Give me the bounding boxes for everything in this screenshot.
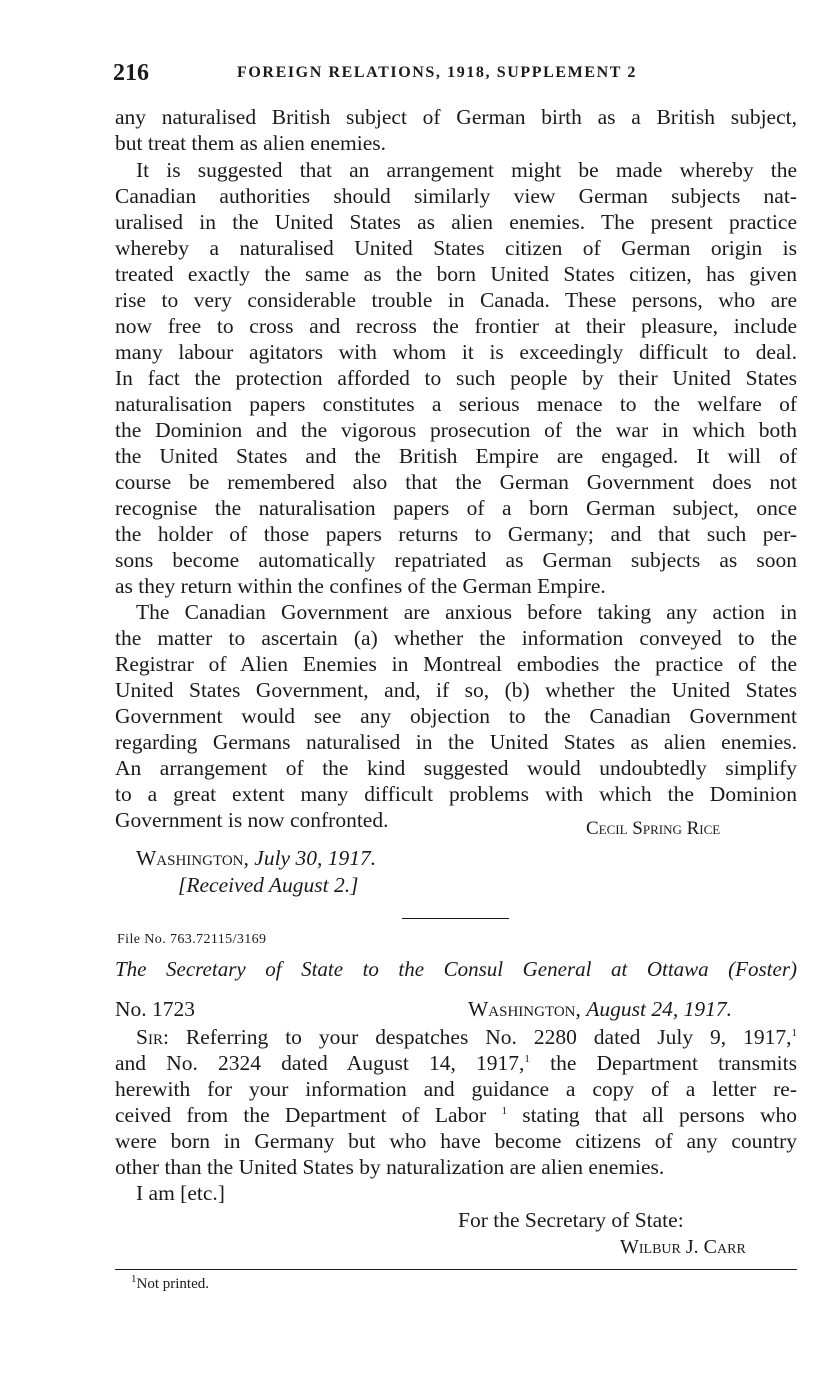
body-line: An arrangement of the kind suggested would undoubtedly simplify <box>115 756 797 780</box>
body-line: the holder of those papers returns to Germany; and that such per- <box>115 522 797 546</box>
dateline <box>136 845 376 871</box>
page-number: 216 <box>113 60 149 86</box>
dateline-date: July 30, 1917. <box>254 846 377 870</box>
body-line: any naturalised British subject of German birth as a British subject, <box>115 105 797 129</box>
running-title: FOREIGN RELATIONS, 1918, SUPPLEMENT 2 <box>237 64 637 81</box>
footnote <box>131 1273 209 1293</box>
body-line: uralised in the United States as alien enemies. The present practice <box>115 210 797 234</box>
footnote-rule <box>115 1269 797 1270</box>
dateline-date: August 24, 1917. <box>586 997 733 1021</box>
body-line: In fact the protection afforded to such people by their United States <box>115 366 797 390</box>
body-line: many labour agitators with whom it is exceedingly difficult to deal. <box>115 340 797 364</box>
dateline <box>468 996 732 1022</box>
file-number: File No. 763.72115/3169 <box>117 932 267 947</box>
body-line: but treat them as alien enemies. <box>115 131 387 155</box>
body-line: the Dominion and the vigorous prosecution of the war in which both <box>115 418 797 442</box>
document-number: No. 1723 <box>115 997 196 1021</box>
footnote-text: Not printed. <box>136 1276 209 1292</box>
footnote-ref: 1 <box>524 1052 530 1065</box>
body-line: Government would see any objection to the Canadian Government <box>115 704 797 728</box>
salutation: Sir: <box>136 1025 169 1049</box>
body-line: were born in Germany but who have become citizens of any country <box>115 1129 797 1153</box>
body-line: naturalisation papers constitutes a serious menace to the welfare of <box>115 392 797 416</box>
dateline-place: Washington, <box>136 846 249 870</box>
body-line: Sir: Referring to your despatches No. 2280 dated July 9, 1917,$^1$ <box>136 1025 797 1049</box>
body-line: other than the United States by naturalization are alien enemies. <box>115 1155 665 1179</box>
body-line: Canadian authorities should similarly view German subjects nat- <box>115 184 797 208</box>
section-divider <box>402 918 509 919</box>
body-line: It is suggested that an arrangement might be made whereby the <box>136 158 797 182</box>
body-line: to a great extent many difficult problems with which the Dominion <box>115 782 797 806</box>
body-line: the matter to ascertain (a) whether the information conveyed to the <box>115 626 797 650</box>
body-line: course be remembered also that the German Government does not <box>115 470 797 494</box>
body-line: the United States and the British Empire are engaged. It will of <box>115 444 797 468</box>
body-line: herewith for your information and guidance a copy of a letter re- <box>115 1077 797 1101</box>
body-line: The Canadian Government are anxious before taking any action in <box>136 600 797 624</box>
body-line: Government is now confronted. <box>115 808 389 832</box>
body-line: treated exactly the same as the born United States citizen, has given <box>115 262 797 286</box>
footnote-ref: 1 <box>501 1104 507 1117</box>
body-line: regarding Germans naturalised in the United States as alien enemies. <box>115 730 797 754</box>
body-line: as they return within the confines of the German Empire. <box>115 574 606 598</box>
body-line: ceived from the Department of Labor $^1$ stating that all persons who <box>115 1103 798 1127</box>
body-line: United States Government, and, if so, (b) whether the United States <box>115 678 797 702</box>
body-line: recognise the naturalisation papers of a born German subject, once <box>115 496 797 520</box>
signature: Wilbur J. Carr <box>620 1236 746 1258</box>
body-line: and No. 2324 dated August 14, 1917,$^1$ the Department transmits <box>115 1051 798 1075</box>
footnote-mark: 1 <box>131 1273 137 1285</box>
received-note: [Received August 2.] <box>178 873 359 897</box>
body-line: sons become automatically repatriated as German subjects as soon <box>115 548 797 572</box>
dateline-place: Washington, <box>468 997 581 1021</box>
body-line: now free to cross and recross the frontier at their pleasure, include <box>115 314 797 338</box>
body-line: rise to very considerable trouble in Canada. These persons, who are <box>115 288 797 312</box>
body-line: whereby a naturalised United States citizen of German origin is <box>115 236 797 260</box>
body-line: Registrar of Alien Enemies in Montreal embodies the practice of the <box>115 652 797 676</box>
signature: Cecil Spring Rice <box>586 818 721 839</box>
document-title: The Secretary of State to the Consul General at Ottawa (Foster) <box>115 957 797 981</box>
footnote-ref: 1 <box>791 1026 797 1039</box>
complimentary-close: I am [etc.] <box>136 1181 225 1205</box>
for-line: For the Secretary of State: <box>458 1208 684 1232</box>
